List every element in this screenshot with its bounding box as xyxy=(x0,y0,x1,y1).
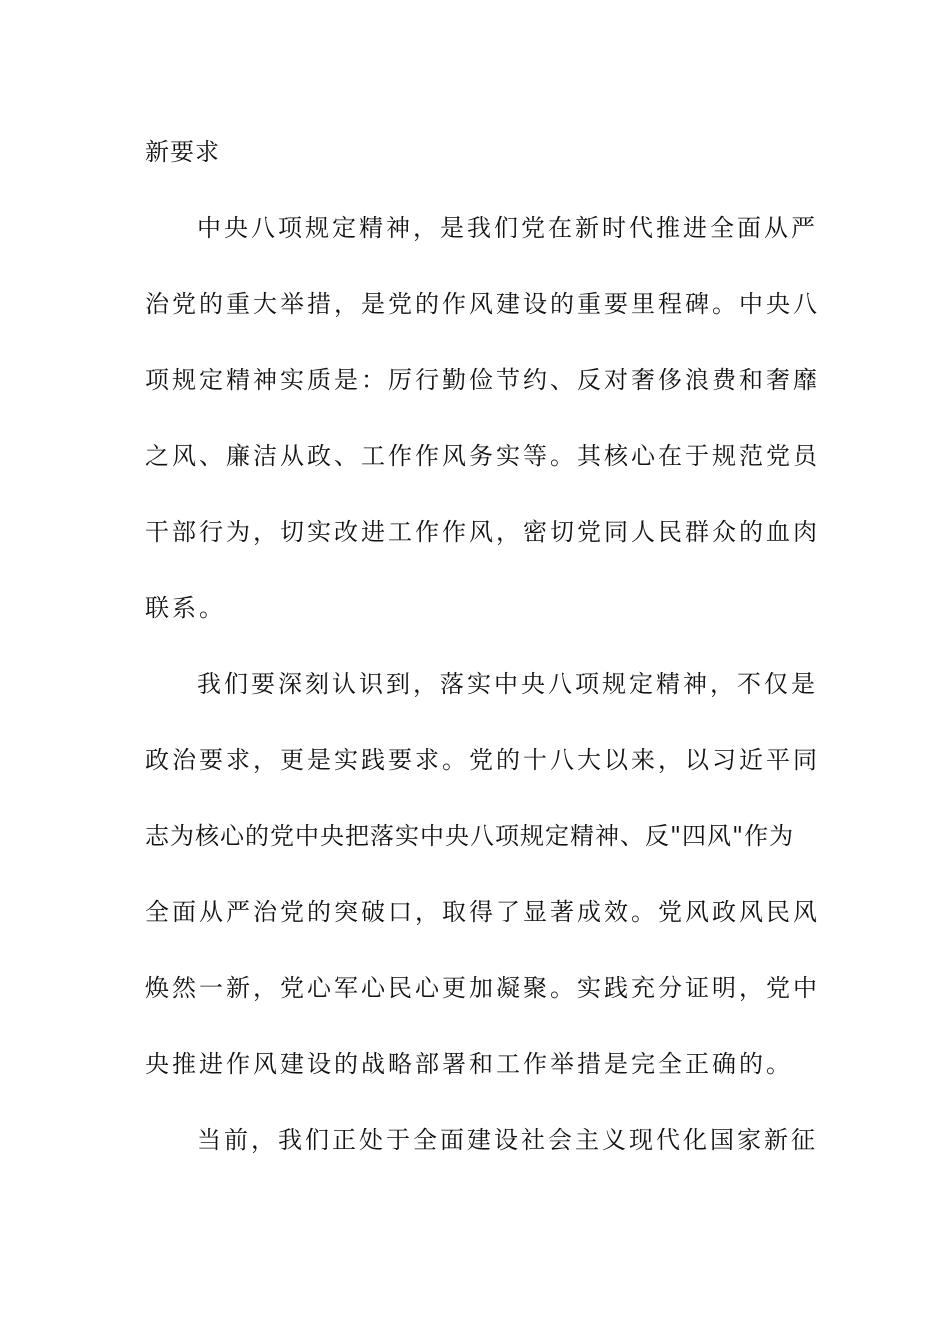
paragraph-2-line-5: 焕然一新，党心军心民心更加凝聚。实践充分证明，党中 xyxy=(145,974,820,1002)
paragraph-2-line-6: 央推进作风建设的战略部署和工作举措是完全正确的。 xyxy=(145,1050,793,1078)
paragraph-1-line-4: 之风、廉洁从政、工作作风务实等。其核心在于规范党员 xyxy=(145,442,820,470)
paragraph-1-line-1: 中央八项规定精神，是我们党在新时代推进全面从严 xyxy=(197,214,818,242)
section-heading-continuation: 新要求 xyxy=(145,138,220,166)
document-body xyxy=(145,114,820,1178)
paragraph-1-line-5: 干部行为，切实改进工作作风，密切党同人民群众的血肉 xyxy=(145,518,820,546)
paragraph-1-line-3: 项规定精神实质是：厉行勤俭节约、反对奢侈浪费和奢靡 xyxy=(145,366,820,394)
paragraph-2-line-4: 全面从严治党的突破口，取得了显著成效。党风政风民风 xyxy=(145,898,820,926)
paragraph-1-line-6: 联系。 xyxy=(145,594,226,622)
paragraph-2-line-2: 政治要求，更是实践要求。党的十八大以来，以习近平同 xyxy=(145,746,820,774)
paragraph-3-line-1: 当前，我们正处于全面建设社会主义现代化国家新征 xyxy=(197,1126,818,1154)
paragraph-2-line-1: 我们要深刻认识到，落实中央八项规定精神，不仅是 xyxy=(197,670,818,698)
paragraph-2-line-3: 志为核心的党中央把落实中央八项规定精神、反"四风"作为 xyxy=(145,822,795,850)
paragraph-1-line-2: 治党的重大举措，是党的作风建设的重要里程碑。中央八 xyxy=(145,290,820,318)
